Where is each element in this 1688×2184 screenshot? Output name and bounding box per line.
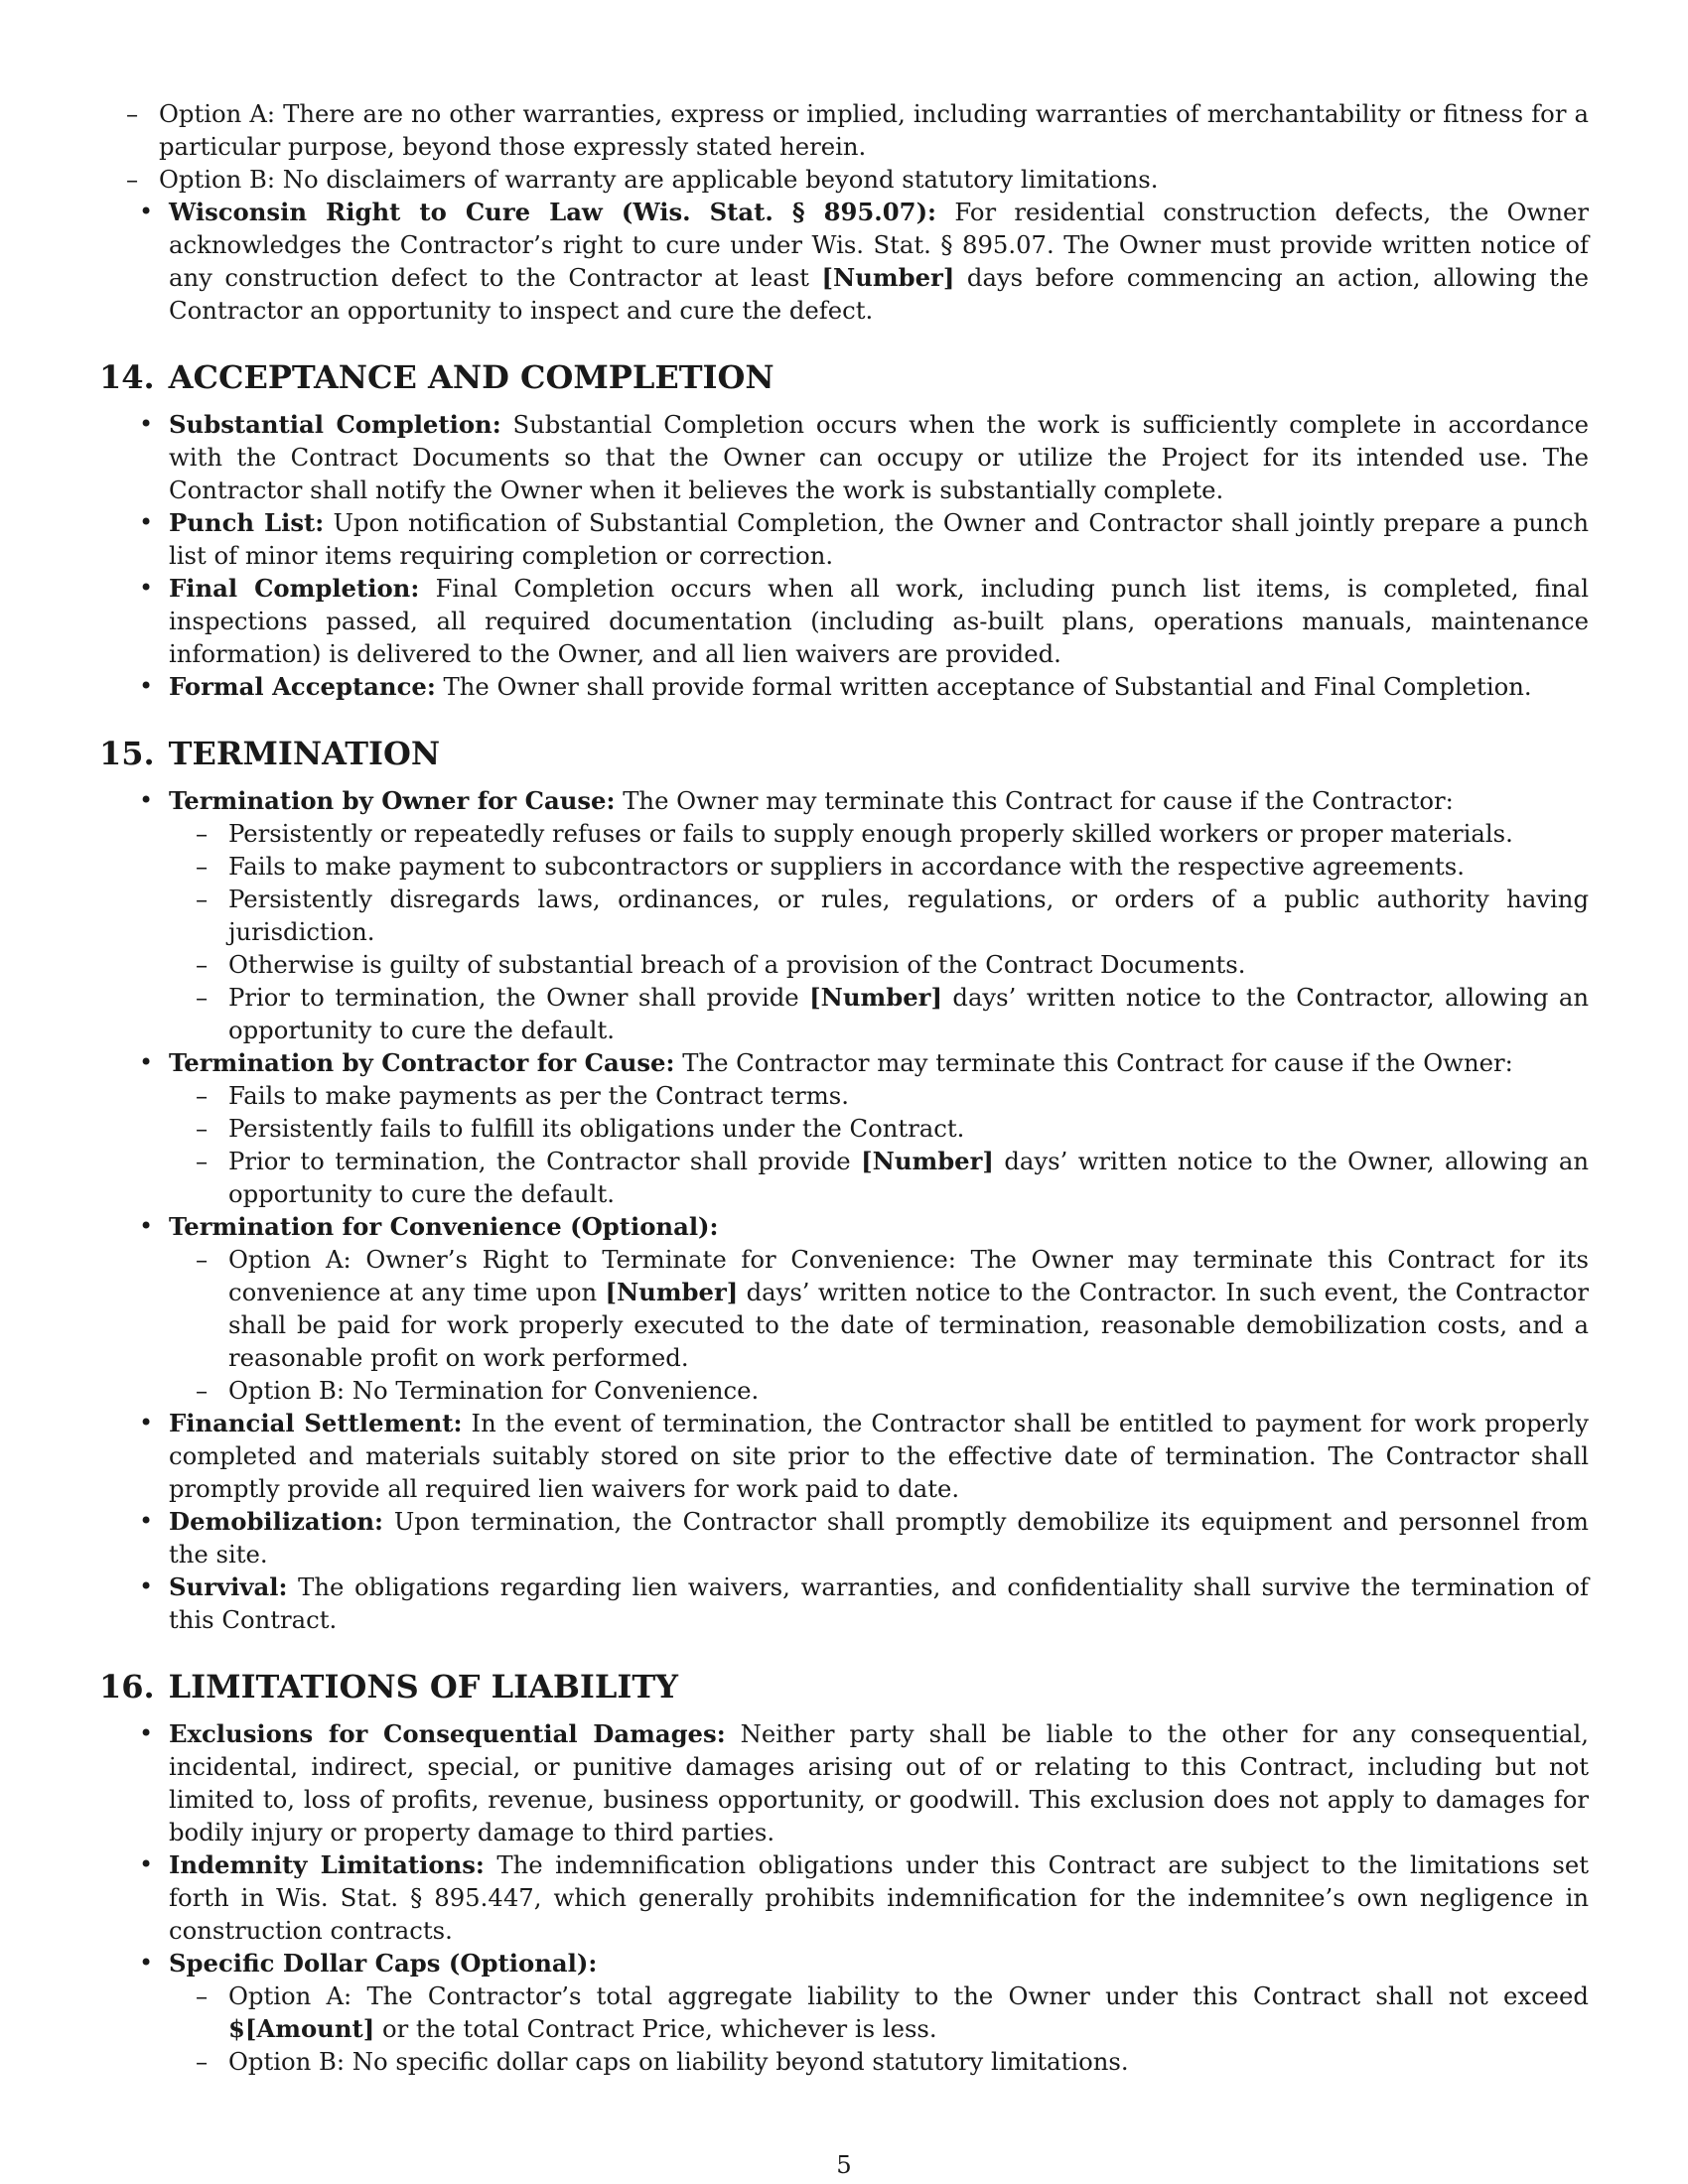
list-item [169,1243,1589,1374]
list-item [169,1112,1589,1145]
sub-text: Persistently disregards laws, ordinances, or rules, regulations, or orders of a public authority having jurisdiction. [228,885,1589,946]
item-text: The indemnification obligations under this Contract are subject to the limitations set forth in Wis. Stat. § 895.447, which generally prohibits indemnification for the indemnitee’s own negligence in construction contracts. [169,1850,1589,1945]
placeholder-field: [Number] [861,1147,994,1175]
list-item [99,408,1589,506]
list-item [169,2045,1589,2078]
list-item [169,1079,1589,1112]
item-text: In the event of termination, the Contractor shall be entitled to payment for work properly completed and materials suitably stored on site prior to the effective date of termination. The Contractor shall promptly provide all required lien waivers for work paid to date. [169,1409,1589,1503]
bullet-marker: • [139,1949,154,1977]
item-text: days before commencing an action, allowing the Contractor an opportunity to inspect and cure the defect. [169,263,1589,325]
item-label: Formal Acceptance: [169,672,436,701]
dash-marker: – [196,2047,209,2076]
page-number: 5 [836,2150,852,2179]
wisconsin-list [99,196,1589,327]
sub-text: Option A: Owner’s Right to Terminate for Convenience: The Owner may terminate this Contract for its convenience at any time upon [228,1245,1589,1306]
sub-text: Prior to termination, the Contractor shall provide [228,1147,851,1175]
bullet-marker: • [139,410,154,438]
placeholder-field: [Number] [605,1278,739,1306]
sub-text: or the total Contract Price, whichever is less. [381,2014,937,2043]
sub-text: Fails to make payment to subcontractors or suppliers in accordance with the respective agreements. [228,852,1465,881]
list-item [99,1947,1589,2078]
list-item [169,981,1589,1046]
list-item [99,1848,1589,1947]
item-label: Termination by Owner for Cause: [169,786,616,815]
sub-text: Option A: The Contractor’s total aggregate liability to the Owner under this Contract shall not exceed [228,1981,1589,2010]
list-item [169,1979,1589,2045]
dash-marker: – [126,99,139,128]
item-text: Final Completion occurs when all work, including punch list items, is completed, final inspections passed, all required documentation (including as-built plans, operations manuals, maintenance information) is delivered to the Owner, and all lien waivers are provided. [169,574,1589,668]
dash-marker: – [196,852,209,881]
list-item [99,163,1589,196]
list-item [169,883,1589,948]
list-item [99,1407,1589,1505]
placeholder-field: [Number] [809,983,942,1012]
bullet-marker: • [139,1572,154,1600]
dash-marker: – [196,1114,209,1143]
section-number: 14. [99,358,155,396]
list-item [99,1505,1589,1570]
bullet-marker: • [139,198,154,225]
sub-list [169,817,1589,1046]
dash-marker: – [126,165,139,194]
item-label: Exclusions for Consequential Damages: [169,1719,726,1748]
list-item [99,1046,1589,1210]
section-heading [99,1667,1589,1706]
item-text: The Owner shall provide formal written acceptance of Substantial and Final Completion. [443,672,1532,701]
sub-text: Persistently or repeatedly refuses or fails to supply enough properly skilled workers or proper materials. [228,819,1513,848]
item-label: Indemnity Limitations: [169,1850,485,1879]
section-title: LIMITATIONS OF LIABILITY [168,1668,678,1706]
item-label: Wisconsin Right to Cure Law (Wis. Stat. § 895.07): [169,198,937,226]
sub-text: days’ written notice to the Owner, allowing an opportunity to cure the default. [228,1147,1589,1208]
dash-marker: – [196,1081,209,1110]
placeholder-field: $[Amount] [228,2014,375,2043]
bullet-marker: • [139,1719,154,1747]
sub-text: Option B: No Termination for Convenience. [228,1376,760,1405]
section-16-list [99,1717,1589,2078]
bullet-marker: • [139,508,154,536]
list-item [99,506,1589,572]
bullet-marker: • [139,1409,154,1436]
item-text: Upon notification of Substantial Completion, the Owner and Contractor shall jointly prepare a punch list of minor items requiring completion or correction. [169,508,1589,570]
bullet-marker: • [139,1048,154,1076]
list-item [99,196,1589,327]
section-number: 15. [99,735,155,772]
bullet-marker: • [139,574,154,602]
item-label: Termination by Contractor for Cause: [169,1048,675,1077]
dash-marker: – [196,1376,209,1405]
item-text: The Owner may terminate this Contract for cause if the Contractor: [623,786,1454,815]
bullet-marker: • [139,1507,154,1535]
item-text: Substantial Completion occurs when the work is sufficiently complete in accordance with the Contract Documents so that the Owner can occupy or utilize the Project for its intended use. The Contractor shall notify the Owner when it believes the work is substantially complete. [169,410,1589,504]
bullet-marker: • [139,1212,154,1240]
dash-marker: – [196,1147,209,1175]
list-item [99,784,1589,1046]
section-title: ACCEPTANCE AND COMPLETION [168,358,774,396]
item-label: Specific Dollar Caps (Optional): [169,1949,598,1978]
bullet-marker: • [139,1850,154,1878]
dash-marker: – [196,983,209,1012]
list-item [99,97,1589,163]
item-text: The obligations regarding lien waivers, warranties, and confidentiality shall survive the termination of this Contract. [169,1572,1589,1634]
item-label: Demobilization: [169,1507,383,1536]
item-label: Punch List: [169,508,325,537]
section-heading [99,357,1589,397]
section-heading [99,734,1589,773]
dash-marker: – [196,819,209,848]
list-item [169,1145,1589,1210]
sub-text: Option B: No specific dollar caps on liability beyond statutory limitations. [228,2047,1129,2076]
option-text: Option A: There are no other warranties, express or implied, including warranties of merchantability or fitness for a particular purpose, beyond those expressly stated herein. [159,99,1589,161]
list-item [169,850,1589,883]
sub-list [169,1243,1589,1407]
section-15-list [99,784,1589,1636]
list-item [99,1210,1589,1407]
dash-marker: – [196,1245,209,1274]
sub-text: Prior to termination, the Owner shall provide [228,983,799,1012]
page-content [99,97,1589,2078]
section-number: 16. [99,1668,155,1706]
list-item [99,572,1589,670]
sub-list [169,1979,1589,2078]
placeholder-field: [Number] [821,263,955,292]
item-label: Final Completion: [169,574,420,603]
sub-list [169,1079,1589,1210]
sub-text: Otherwise is guilty of substantial breach of a provision of the Contract Documents. [228,950,1246,979]
item-text: Neither party shall be liable to the other for any consequential, incidental, indirect, special, or punitive damages arising out of or relating to this Contract, including but not limited to, loss of profits, revenue, business opportunity, or goodwill. This exclusion does not apply to damages for bodily injury or property damage to third parties. [169,1719,1589,1846]
item-text: For residential construction defects, the Owner acknowledges the Contractor’s right to cure under Wis. Stat. § 895.07. The Owner must provide written notice of any construction defect to the Contractor at least [169,198,1589,292]
warranty-options [99,97,1589,196]
item-label: Termination for Convenience (Optional): [169,1212,719,1241]
list-item [169,948,1589,981]
item-label: Financial Settlement: [169,1409,463,1437]
option-text: Option B: No disclaimers of warranty are applicable beyond statutory limitations. [159,165,1159,194]
sub-text: days’ written notice to the Contractor. In such event, the Contractor shall be paid for work properly executed to the date of termination, reasonable demobilization costs, and a reasonable profit on work performed. [228,1278,1589,1372]
list-item [99,670,1589,703]
bullet-marker: • [139,786,154,814]
sub-text: days’ written notice to the Contractor, allowing an opportunity to cure the default. [228,983,1589,1044]
section-title: TERMINATION [168,735,441,772]
sub-text: Fails to make payments as per the Contract terms. [228,1081,849,1110]
dash-marker: – [196,1981,209,2010]
section-14-list [99,408,1589,703]
item-label: Substantial Completion: [169,410,501,439]
sub-text: Persistently fails to fulfill its obligations under the Contract. [228,1114,965,1143]
list-item [169,817,1589,850]
dash-marker: – [196,950,209,979]
dash-marker: – [196,885,209,913]
list-item [99,1717,1589,1848]
list-item [169,1374,1589,1407]
item-label: Survival: [169,1572,288,1601]
bullet-marker: • [139,672,154,700]
list-item [99,1570,1589,1636]
item-text: Upon termination, the Contractor shall promptly demobilize its equipment and personnel from the site. [169,1507,1589,1569]
item-text: The Contractor may terminate this Contract for cause if the Owner: [682,1048,1513,1077]
